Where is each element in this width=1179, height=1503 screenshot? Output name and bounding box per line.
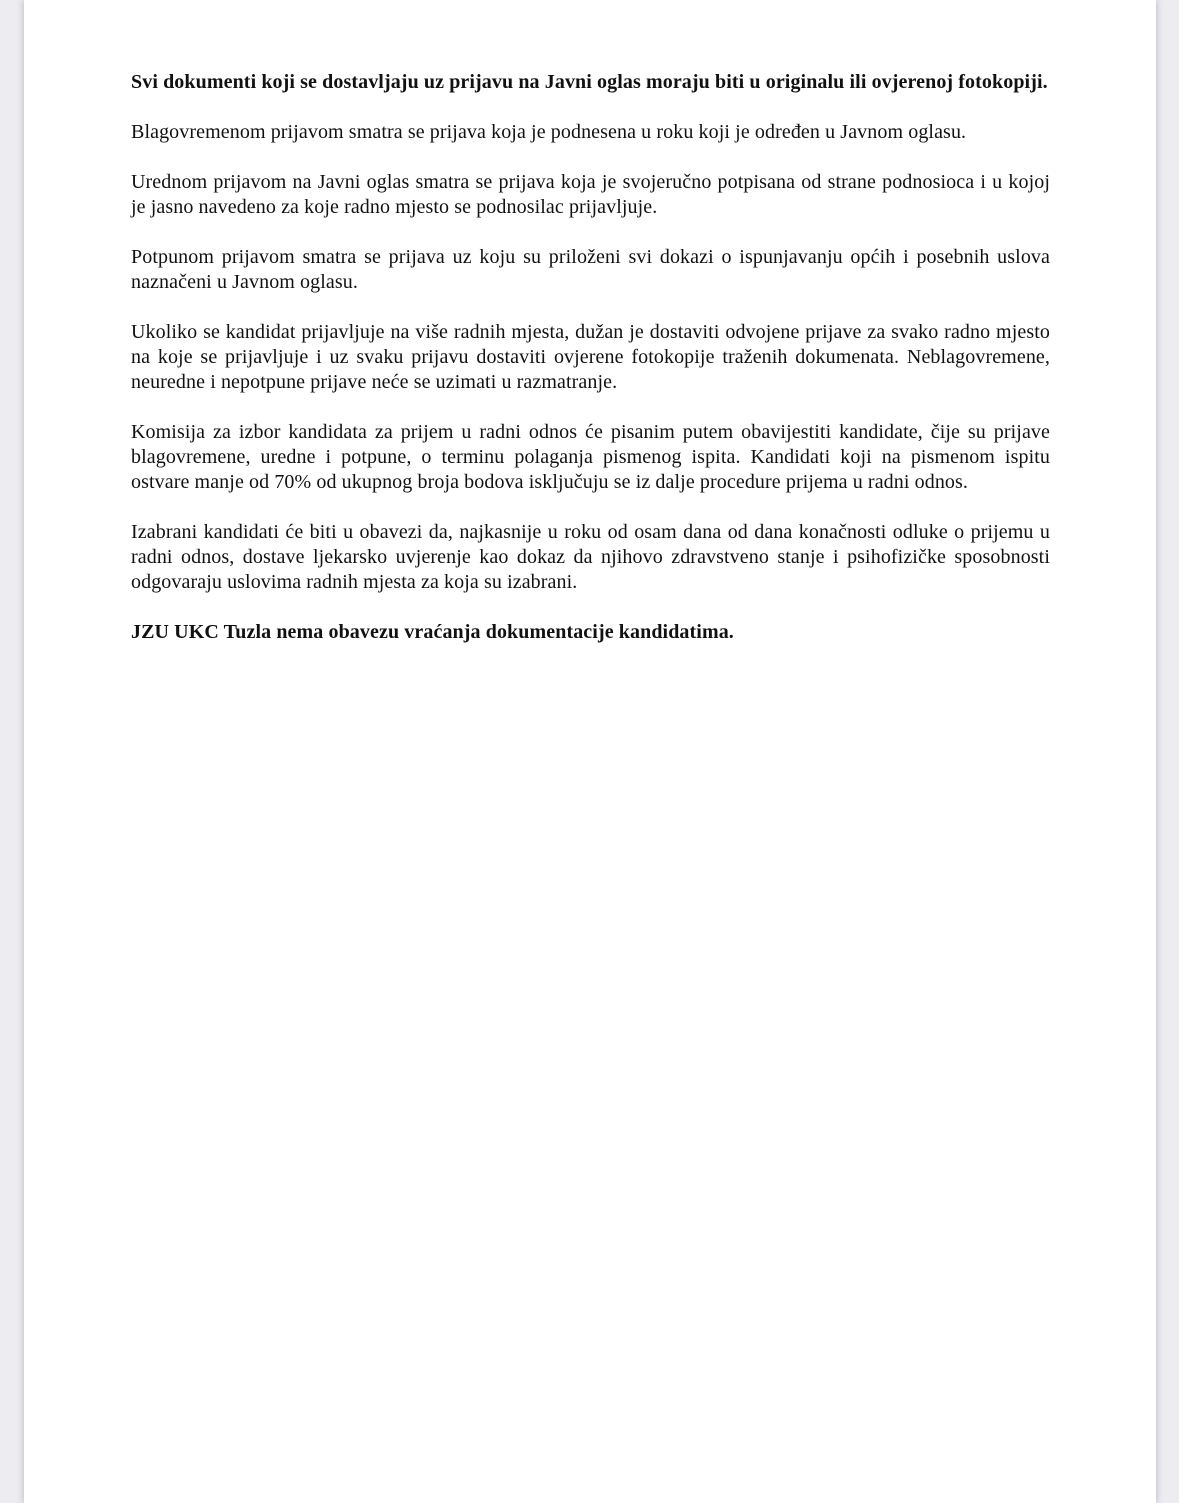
para-complete-application: Potpunom prijavom smatra se prijava uz koju su priloženi svi dokazi o ispunjavanju općih i posebnih uslova naznačeni u Javnom oglasu. <box>131 246 1050 293</box>
para-multiple-positions: Ukoliko se kandidat prijavljuje na više radnih mjesta, dužan je dostaviti odvojene prijave za svako radno mjesto na koje se prijavljuje i uz svaku prijavu dostaviti ovjerene fotokopije traženih dokumenata. Neblagovremene, neuredne i nepotpune prijave neće se uzimati u razmatranje. <box>131 321 1050 393</box>
para-original-documents-notice: Svi dokumenti koji se dostavljaju uz prijavu na Javni oglas moraju biti u originalu ili ovjerenoj fotokopiji. <box>131 71 1048 93</box>
para-no-return-notice: JZU UKC Tuzla nema obavezu vraćanja dokumentacije kandidatima. <box>131 621 734 643</box>
document-page <box>24 0 1156 1503</box>
para-orderly-application: Urednom prijavom na Javni oglas smatra se prijava koja je svojeručno potpisana od strane podnosioca i u kojoj je jasno navedeno za koje radno mjesto se podnosilac prijavljuje. <box>131 171 1050 218</box>
para-selected-candidates: Izabrani kandidati će biti u obavezi da, najkasnije u roku od osam dana od dana konačnosti odluke o prijemu u radni odnos, dostave ljekarsko uvjerenje kao dokaz da njihovo zdravstveno stanje i psihofizičke sposobnosti odgovaraju uslovima radnih mjesta za koja su izabrani. <box>131 521 1050 593</box>
para-timely-application: Blagovremenom prijavom smatra se prijava koja je podnesena u roku koji je određen u Javnom oglasu. <box>131 121 967 143</box>
para-selection-committee: Komisija za izbor kandidata za prijem u radni odnos će pisanim putem obavijestiti kandidate, čije su prijave blagovremene, uredne i potpune, o terminu polaganja pismenog ispita. Kandidati koji na pismenom ispitu ostvare manje od 70% od ukupnog broja bodova isključuju se iz dalje procedure prijema u radni odnos. <box>131 421 1050 493</box>
document-content <box>24 0 1156 645</box>
